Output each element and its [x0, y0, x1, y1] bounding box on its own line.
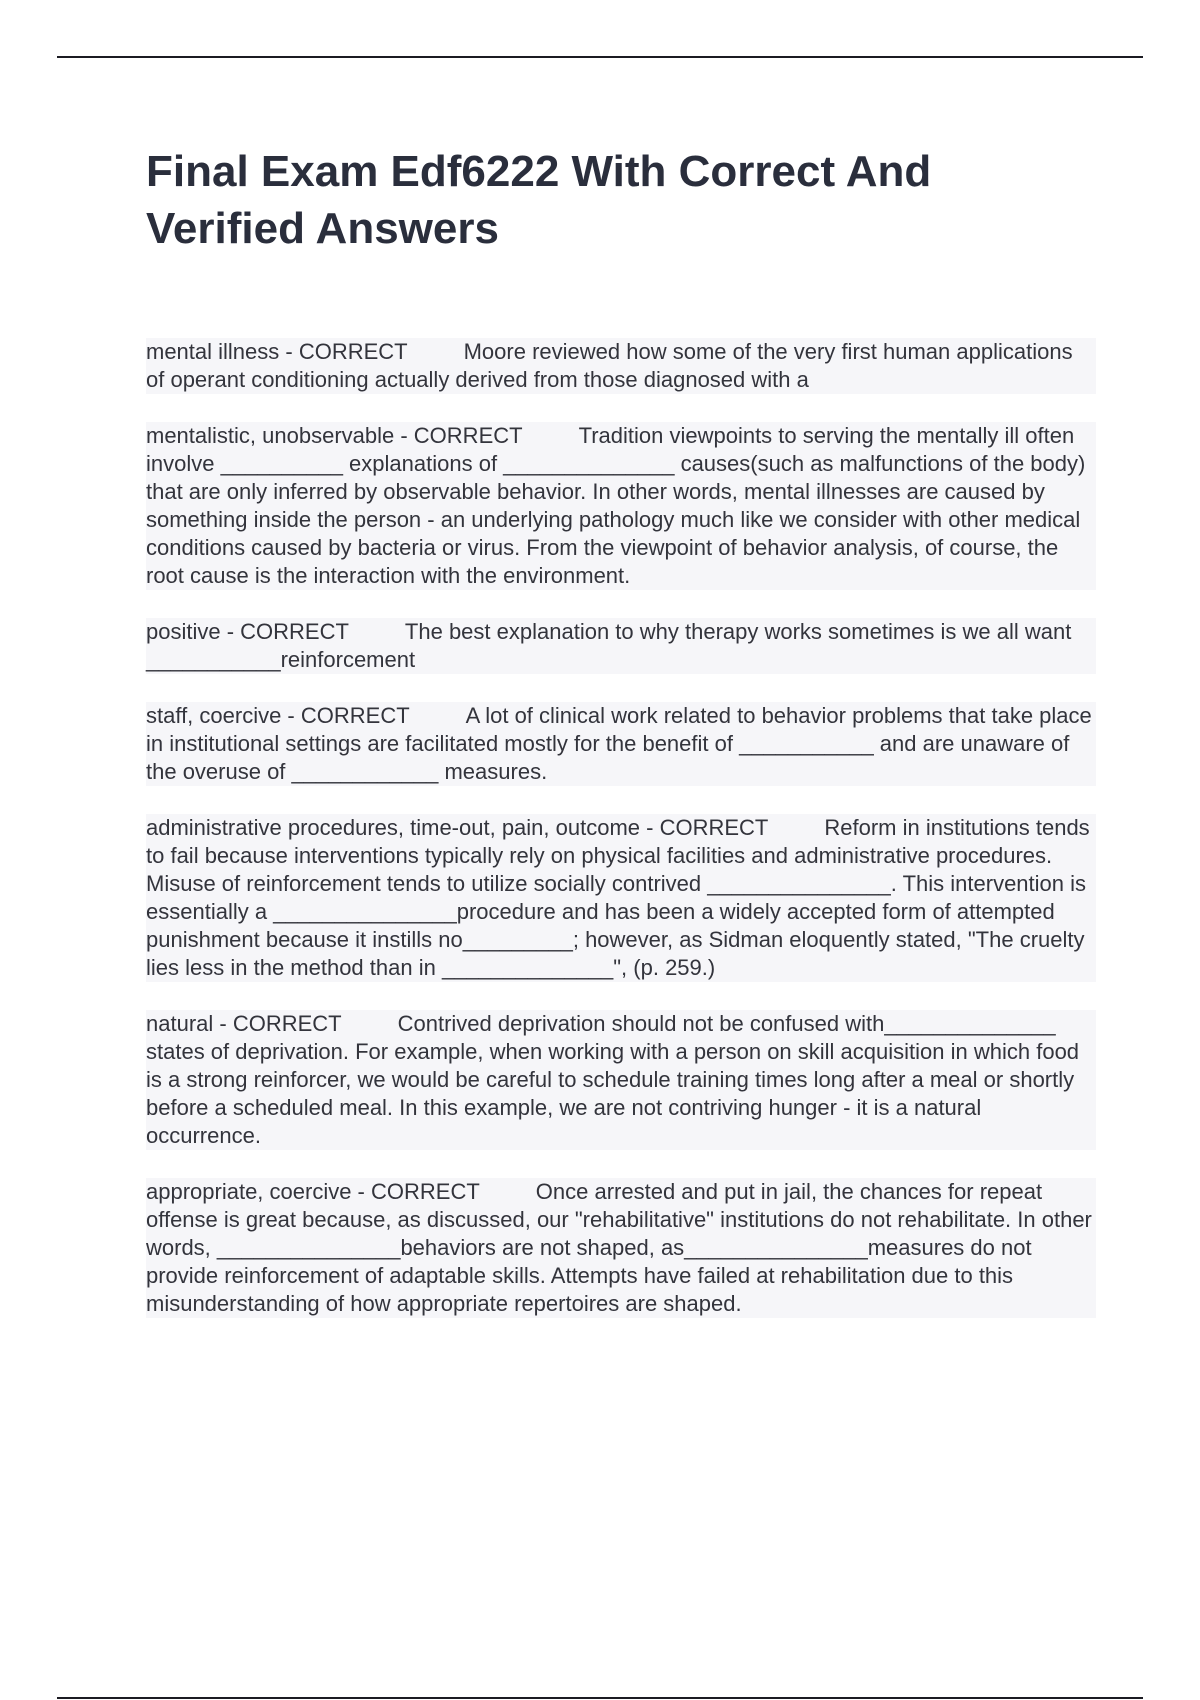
answer-text: mental illness - CORRECT — [146, 339, 408, 364]
qa-item — [146, 1010, 1096, 1150]
answer-text: staff, coercive - CORRECT — [146, 703, 410, 728]
answer-text: appropriate, coercive - CORRECT — [146, 1179, 480, 1204]
question-text: Reform in institutions tends to fail because interventions typically rely on physical facilities and administrative procedures. Misuse of reinforcement tends to utilize socially contrived _______________. This intervention is essentially a _______________procedure and has been a widely accepted form of attempted punishment because it instills no_________; however, as Sidman eloquently stated, "The cruelty lies less in the method than in ______________", (p. 259.) — [146, 815, 1090, 980]
qa-list — [146, 338, 1096, 1346]
qa-item — [146, 702, 1096, 786]
question-text: The best explanation to why therapy works sometimes is we all want ___________reinforcement — [146, 619, 1072, 672]
answer-text: positive - CORRECT — [146, 619, 349, 644]
answer-text: natural - CORRECT — [146, 1011, 342, 1036]
question-text: Moore reviewed how some of the very first human applications of operant conditioning actually derived from those diagnosed with a — [146, 339, 1073, 392]
question-text: A lot of clinical work related to behavior problems that take place in institutional settings are facilitated mostly for the benefit of ___________ and are unaware of the overuse of ____________ measures. — [146, 703, 1092, 784]
qa-item — [146, 618, 1096, 674]
bottom-rule — [57, 1697, 1143, 1699]
qa-item — [146, 814, 1096, 982]
answer-text: administrative procedures, time-out, pain, outcome - CORRECT — [146, 815, 769, 840]
qa-item — [146, 422, 1096, 590]
qa-item — [146, 1178, 1096, 1318]
answer-text: mentalistic, unobservable - CORRECT — [146, 423, 523, 448]
top-rule — [57, 56, 1143, 58]
question-text: Tradition viewpoints to serving the mentally ill often involve __________ explanations of ______________ causes(such as malfunctions of the body) that are only inferred by observable behavior. In other words, mental illnesses are caused by something inside the person - an underlying pathology much like we consider with other medical conditions caused by bacteria or virus. From the viewpoint of behavior analysis, of course, the root cause is the interaction with the environment. — [146, 423, 1086, 588]
question-text: Once arrested and put in jail, the chances for repeat offense is great because, as discussed, our "rehabilitative" institutions do not rehabilitate. In other words, _______________behaviors are not shaped, as_______________measures do not provide reinforcement of adaptable skills. Attempts have failed at rehabilitation due to this misunderstanding of how appropriate repertoires are shaped. — [146, 1179, 1092, 1316]
question-text: Contrived deprivation should not be confused with______________ states of deprivation. For example, when working with a person on skill acquisition in which food is a strong reinforcer, we would be careful to schedule training times long after a meal or shortly before a scheduled meal. In this example, we are not contriving hunger - it is a natural occurrence. — [146, 1011, 1080, 1148]
document-title: Final Exam Edf6222 With Correct And Verified Answers — [146, 147, 932, 253]
qa-item — [146, 338, 1096, 394]
